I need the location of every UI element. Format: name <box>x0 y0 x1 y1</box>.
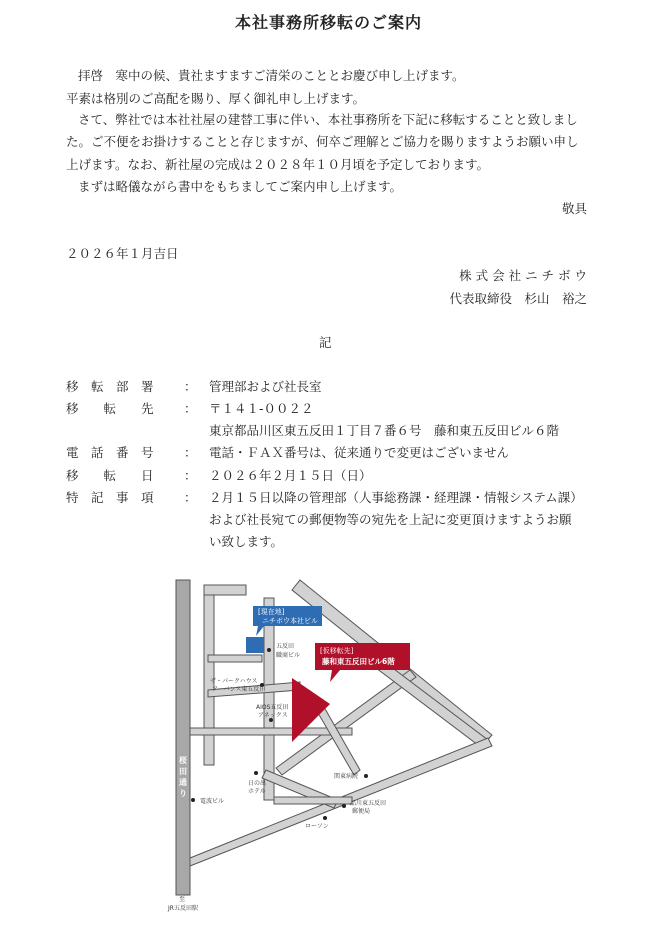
page-title: 本社事務所移転のご案内 <box>234 13 422 32</box>
dest-address: 東京都品川区東五反田１丁目７番６号 藤和東五反田ビル６階 <box>209 423 560 438</box>
body-line-2: た。ご不便をお掛けすることと存じますが、何卒ご理解とご協力を賜りますようお願い申し <box>66 134 579 149</box>
dept-value: 管理部および社長室 <box>209 379 322 394</box>
representative: 代表取締役 杉山 裕之 <box>449 291 587 306</box>
body-line-1: さて、弊社では本社社屋の建替工事に伴い、本社事務所を下記に移転することと致しまし <box>78 112 578 127</box>
dest-label: 移 転 先 <box>66 401 154 416</box>
greeting-line-1: 拝啓 寒中の候、貴社ますますご清栄のこととお慶び申し上げます。 <box>78 68 465 83</box>
svg-text:田: 田 <box>179 767 187 776</box>
landmark-hinode-1: 日の出 <box>248 780 267 787</box>
temp-callout-title: [仮移転先] <box>320 647 354 655</box>
station-arrow: 至 <box>179 896 186 903</box>
body-line-4: まずは略儀ながら書中をもちましてご案内申し上げます。 <box>78 179 403 194</box>
landmark-hinode-2: ホテル <box>248 788 266 795</box>
move-date-colon: ： <box>184 468 197 483</box>
current-callout-name: ニチボウ本社ビル <box>262 617 318 625</box>
svg-text:通: 通 <box>179 778 187 787</box>
dest-zip: 〒１４１-００２２ <box>209 401 314 416</box>
landmark-lawson: ローソン <box>305 823 329 830</box>
note-label: 特 記 事 項 <box>66 490 154 505</box>
landmark-denpa: 電波ビル <box>200 798 225 805</box>
landmark-hospital: 関東病院 <box>334 773 359 780</box>
greeting-line-2: 平素は格別のご高配を賜り、厚く御礼申し上げます。 <box>66 91 366 106</box>
date: ２０２６年１月吉日 <box>66 246 179 261</box>
landmark-park-1: ザ・パークハウス <box>210 678 258 685</box>
dest-colon: ： <box>184 401 197 416</box>
temp-callout-name: 藤和東五反田ビル6階 <box>322 657 395 666</box>
landmark-post-2: 郵便局 <box>352 808 371 815</box>
station-label: JR五反田駅 <box>168 905 198 912</box>
move-date-value: ２０２６年２月１５日（日） <box>209 468 372 483</box>
body-line-3: 上げます。なお、新社屋の完成は２０２８年１０月頃を予定しております。 <box>66 157 490 172</box>
current-callout-title: [現在地] <box>258 608 285 616</box>
road-name-source: 桜田通り <box>0 0 4 1</box>
phone-label: 電 話 番 号 <box>66 445 154 460</box>
phone-value: 電話・ＦＡＸ番号は、従来通りで変更はございません <box>209 445 510 460</box>
landmark-gotanda-2: 職商ビル <box>276 652 301 659</box>
company-name: 株 式 会 社 ニ チ ボ ウ <box>459 268 587 283</box>
landmark-gotanda-1: 五反田 <box>276 643 295 650</box>
note-colon: ： <box>184 490 197 505</box>
note-line-2: および社長宛ての郵便物等の宛先を上記に変更頂けますようお願 <box>209 512 572 527</box>
ki-heading: 記 <box>319 335 332 350</box>
note-line-1: ２月１５日以降の管理部（人事総務課・経理課・情報システム課） <box>209 490 583 505</box>
current-building-marker <box>246 637 264 653</box>
map-roads <box>176 580 492 895</box>
dept-colon: ： <box>184 379 197 394</box>
phone-colon: ： <box>184 445 197 460</box>
closing-word: 敬具 <box>561 201 587 216</box>
svg-text:桜: 桜 <box>179 756 187 765</box>
move-date-label: 移 転 日 <box>66 468 154 483</box>
svg-text:り: り <box>179 789 187 798</box>
landmark-aios-2: アネックス <box>258 712 288 719</box>
dept-label: 移 転 部 署 <box>66 379 154 394</box>
landmark-park-2: アーバンス東五反田 <box>212 686 266 693</box>
landmark-aios-1: AIOS五反田 <box>256 704 289 711</box>
note-line-3: い致します。 <box>209 534 284 549</box>
landmark-post-1: 品川東五反田 <box>350 800 387 807</box>
current-callout <box>253 606 322 636</box>
